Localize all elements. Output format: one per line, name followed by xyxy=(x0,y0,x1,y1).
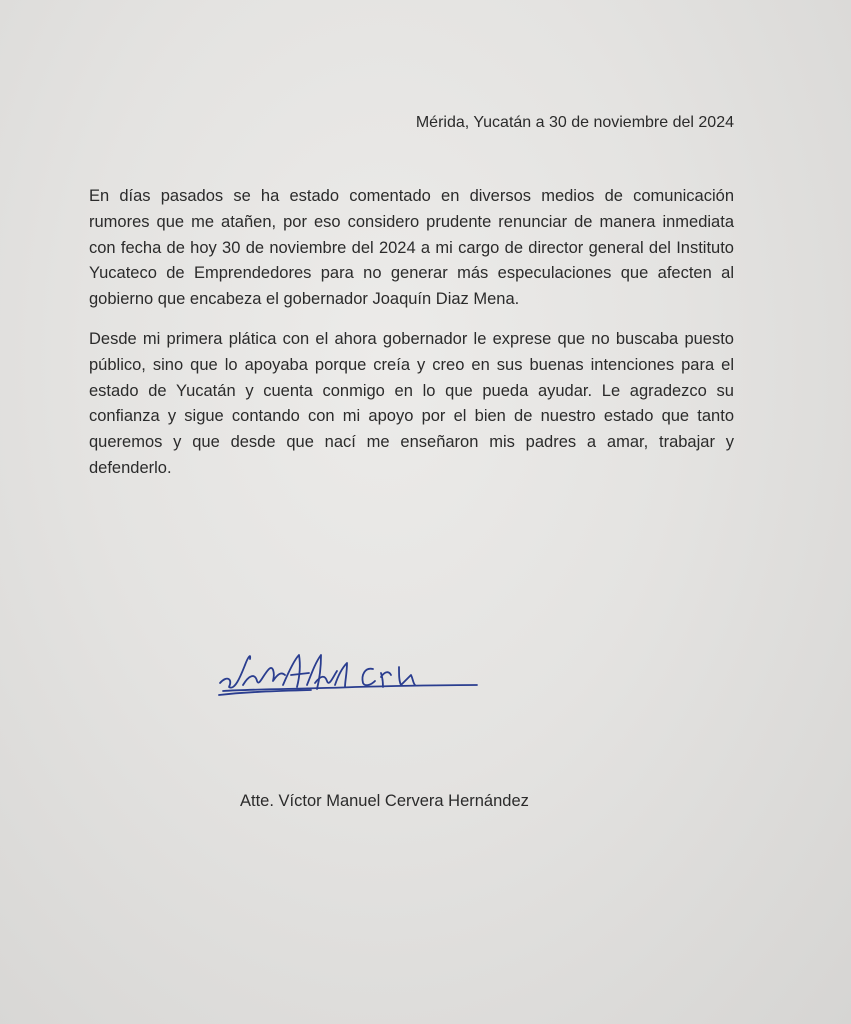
signature-stroke xyxy=(220,656,250,688)
signature-stroke xyxy=(307,655,321,689)
signature-stroke xyxy=(223,685,477,691)
letter-body xyxy=(89,184,734,482)
date-line: Mérida, Yucatán a 30 de noviembre del 2024 xyxy=(415,114,734,131)
signer-name: Atte. Víctor Manuel Cervera Hernández xyxy=(240,792,529,810)
paragraph-2: Desde mi primera plática con el ahora gobernador le exprese que no buscaba puesto público, sino que lo apoyaba porque creía y creo en sus buenas intenciones para el estado de Yucatán y cuenta conmigo en lo que pueda ayudar. Le agradezco su confianza y sigue contando con mi apoyo por el bien de nuestro estado que tanto queremos y que desde que nací me enseñaron mis padres a amar, trabajar y defenderlo. xyxy=(89,329,734,477)
signature-stroke xyxy=(362,669,375,685)
handwritten-signature xyxy=(215,645,485,705)
paragraph-1: En días pasados se ha estado comentado en diversos medios de comunicación rumores que me atañen, por eso considero prudente renunciar de manera inmediata con fecha de hoy 30 de noviembre del 2024 a mi cargo de director general del Instituto Yucateco de Emprendedores para no generar más especulaciones que afecten al gobierno que encabeza el gobernador Joaquín Diaz Mena. xyxy=(89,187,734,309)
signature-stroke xyxy=(335,663,347,687)
signature-stroke xyxy=(283,655,309,687)
signature-stroke xyxy=(381,672,391,687)
signature-stroke xyxy=(243,668,285,685)
signature-stroke xyxy=(399,667,415,685)
